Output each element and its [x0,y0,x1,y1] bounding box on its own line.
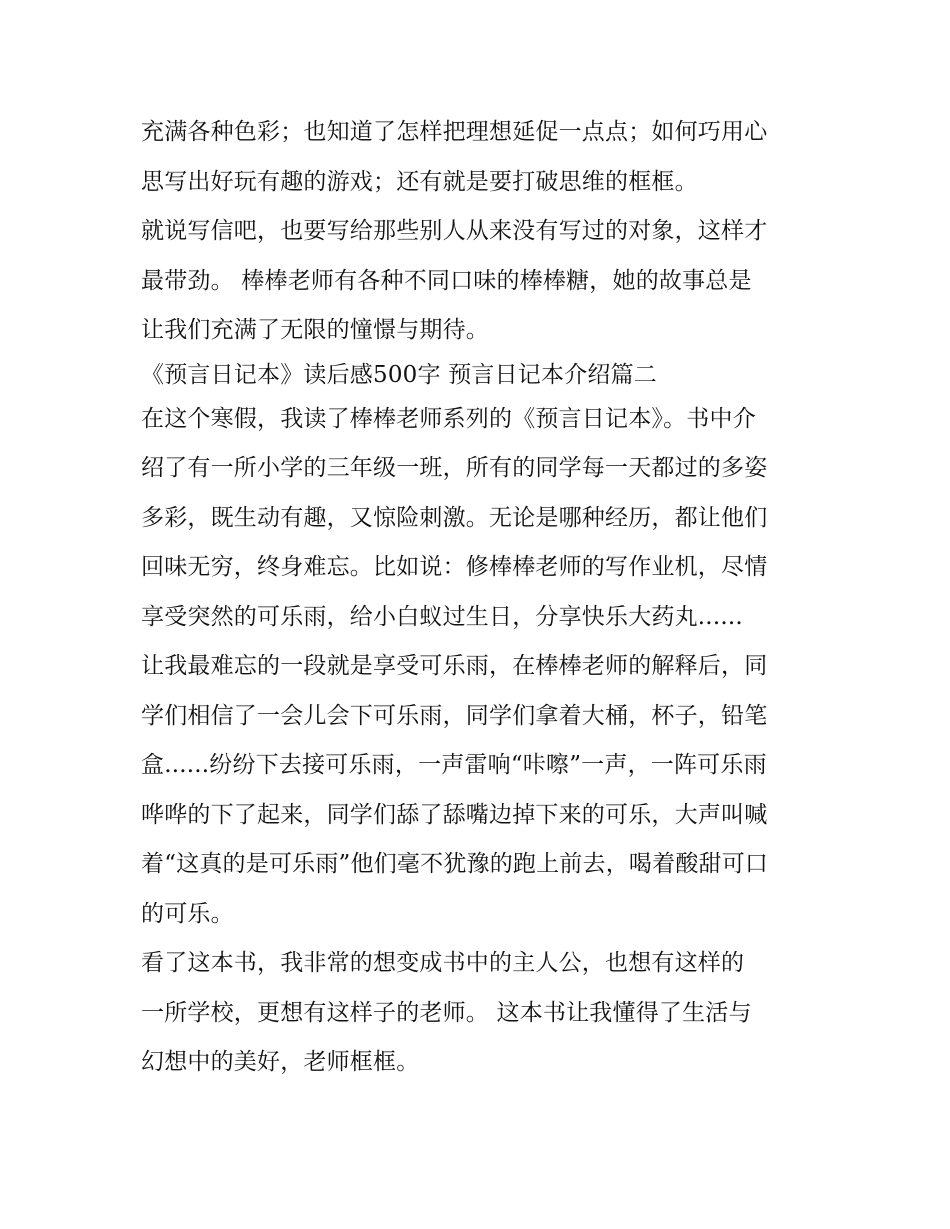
text-line: 就说写信吧，也要写给那些别人从来没有写过的对象，这样才 [141,218,768,244]
text-line: 享受突然的可乐雨，给小白蚁过生日，分享快乐大药丸...... [141,603,743,630]
text-line: 幻想中的美好，老师框框。 [141,1049,420,1075]
text-line: 最带劲。 棒棒老师有各种不同口味的棒棒糖，她的故事总是 [141,267,752,294]
text-line: 哗哗的下了起来，同学们舔了舔嘴边掉下来的可乐，大声叫喊 [141,801,768,828]
text-line: 多彩，既生动有趣，又惊险刺激。无论是哪种经历，都让他们 [141,504,768,531]
text-line: 在这个寒假，我读了棒棒老师系列的《预言日记本》。书中介 [141,405,756,432]
text-line: 让我们充满了无限的憧憬与期待。 [141,317,489,343]
text-line: 绍了有一所小学的三年级一班，所有的同学每一天都过的多姿 [141,455,768,481]
text-line: 学们相信了一会儿会下可乐雨，同学们拿着大桶，杯子，铅笔 [141,702,768,729]
text-line: 着“这真的是可乐雨”他们毫不犹豫的跑上前去，喝着酸甜可口 [141,851,769,877]
text-line: 思写出好玩有趣的游戏；还有就是要打破思维的框框。 [141,168,698,195]
text-line: 的可乐。 [141,900,234,927]
text-line: 盒......纷纷下去接可乐雨，一声雷响“咔嚓”一声，一阵可乐雨 [141,752,767,778]
text-line: 回味无穷，终身难忘。比如说：修棒棒老师的写作业机，尽情 [141,554,768,580]
section-heading: 《预言日记本》读后感500字 预言日记本介绍篇二 [141,361,658,388]
text-line: 一所学校，更想有这样子的老师。 这本书让我懂得了生活与 [141,999,752,1026]
text-line: 让我最难忘的一段就是享受可乐雨，在棒棒老师的解释后，同 [141,653,768,679]
text-line: 充满各种色彩；也知道了怎样把理想延促一点点；如何巧用心 [141,119,768,145]
text-line: 看了这本书，我非常的想变成书中的主人公，也想有这样的 [141,950,745,976]
body-text [141,108,821,1088]
